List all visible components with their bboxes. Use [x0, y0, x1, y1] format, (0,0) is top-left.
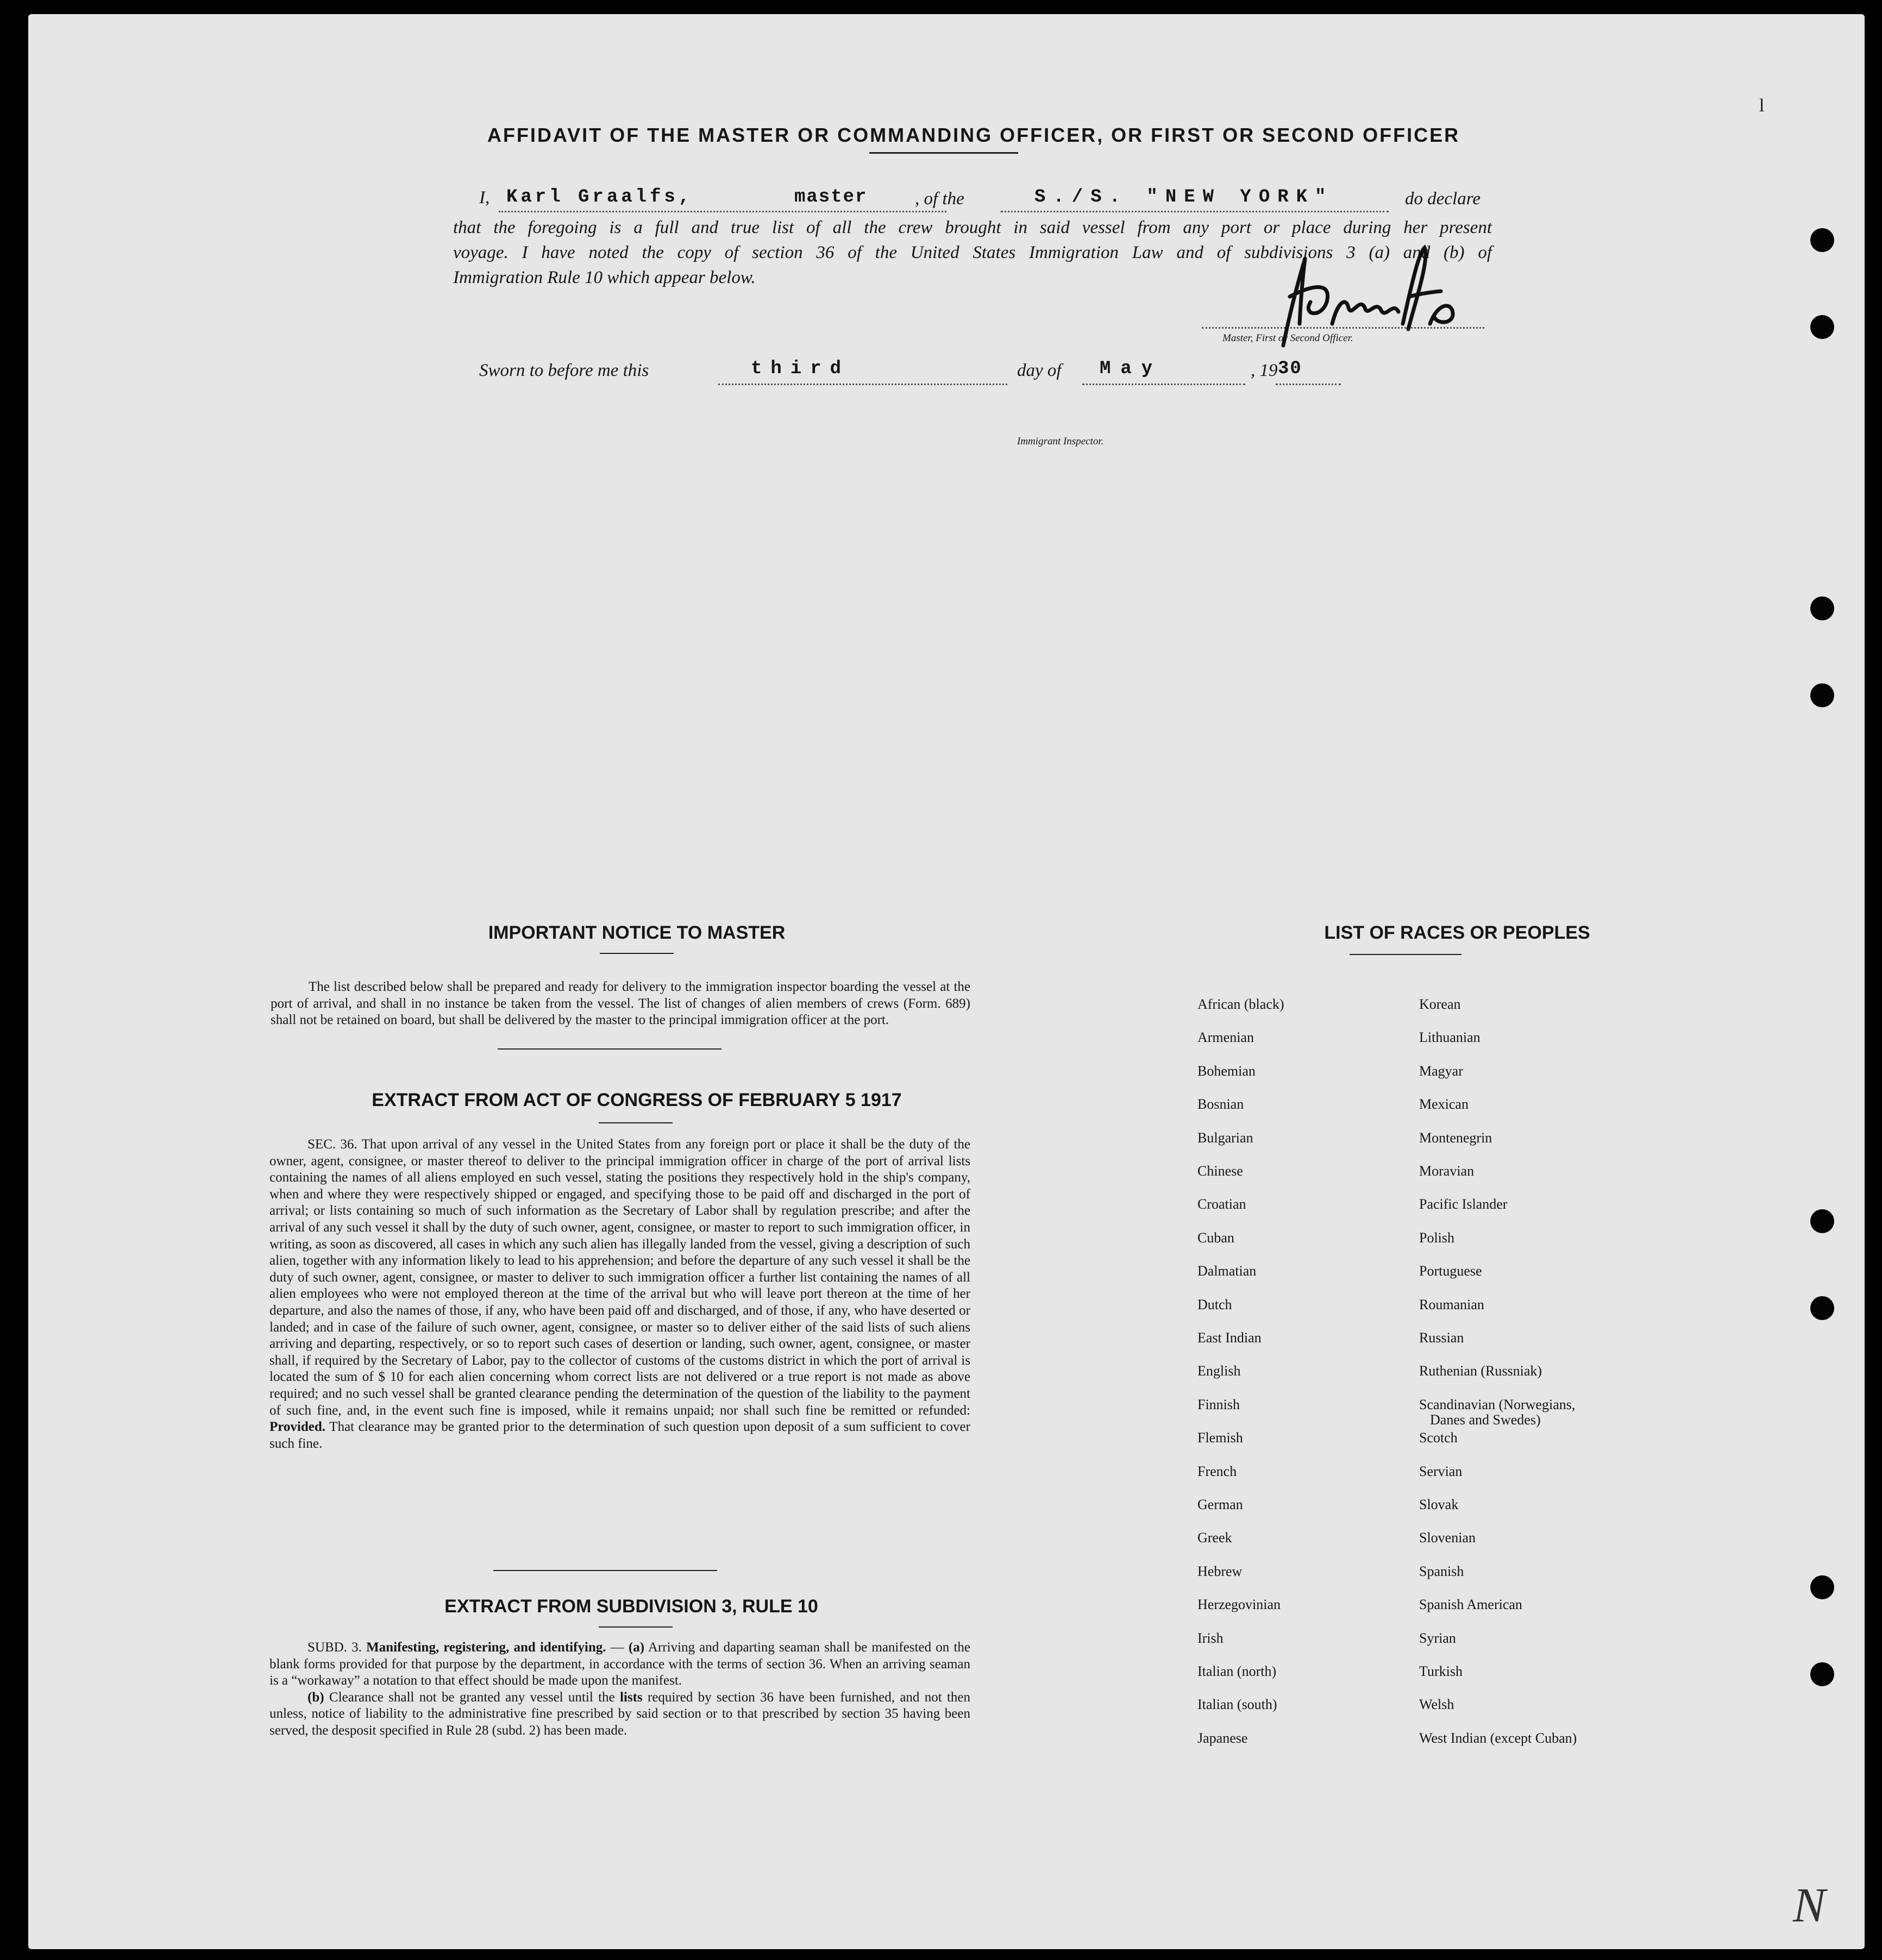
act-text: SEC. 36. That upon arrival of any vessel in the United States from any foreign port or place it shall be the duty of the owner, agent, consignee, or master thereof to deliver to the principal immigration officer in charge of the port of arrival lists containing the names of all aliens employed en such vessel, stating the positions they respectively hold in the ship's company, when and where they were respectively shipped or engaged, and specifying those to be paid off and discharged in the port of arrival; or lists containing so much of such information as the Secretary of Labor shall by regulation prescribe; and after the arrival of any such vessel it shall by the duty of such owner, agent, consignee, or master to report to such immigration officer, in writing, as soon as discovered, all cases in which any such alien has illegally landed from the vessel, giving a description of such alien, together with any information likely to lead to his apprehension; and before the departure of any such vessel it shall be the duty of such owner, agent, consignee, or master to deliver to such immigration officer a further list containing the names of all alien employees who were not employed thereon at the time of the arrival but who will leave port thereon at the time of her departure, and also the names of those, if any, who have been paid off and discharged, and of those, if any, who have deserted or landed; and in case of the failure of such owner, agent, consignee, or master so to deliver either of the said lists of such aliens arriving and departing, respectively, or so to report such cases of desertion or landing, such owner, agent, consignee, or master shall, if required by the Secretary of Labor, pay to the collector of customs of the customs district in which the port of arrival is located the sum of $ 10 for each alien concerning whom correct lists are not delivered or a true report is not made as above required; and no such vessel shall be granted clearance pending the determination of the question of the liability to the payment of such fine, and, in the event such fine is imposed, while it remains unpaid; nor shall such fine be remitted or refunded: Provided. That clearance may be granted prior to the determination of such question upon deposit of a sum sufficient to cover such fine. [269, 1137, 970, 1451]
punch-hole [1810, 1296, 1834, 1320]
race-item: Syrian [1419, 1630, 1456, 1646]
race-item: Japanese [1197, 1730, 1248, 1746]
punch-hole [1810, 1662, 1834, 1686]
race-item: Slovak [1419, 1497, 1459, 1512]
race-item: Dutch [1197, 1296, 1232, 1312]
race-item: Flemish [1197, 1430, 1243, 1446]
race-item: Herzegovinian [1197, 1597, 1281, 1613]
act-title: EXTRACT FROM ACT OF CONGRESS OF FEBRUARY 5 1917 [372, 1090, 902, 1110]
race-item: Roumanian [1419, 1296, 1484, 1312]
sworn-year: 30 [1278, 359, 1302, 379]
race-item: Portuguese [1419, 1263, 1482, 1279]
punch-hole [1810, 228, 1834, 252]
race-item: English [1197, 1363, 1241, 1379]
act-divider [493, 1570, 717, 1571]
race-item: Cuban [1197, 1229, 1234, 1246]
race-item: Italian (south) [1197, 1697, 1277, 1713]
affidavit-line-3: voyage. I have noted the copy of section 36 of the United States Immigration Law and of subdivisions 3 (a) and (b) of [453, 243, 1492, 262]
race-item: Armenian [1197, 1029, 1254, 1046]
margin-mark: N [1793, 1879, 1826, 1932]
sworn-label: Sworn to before me this [479, 361, 649, 380]
race-item: East Indian [1197, 1330, 1262, 1346]
vessel-blank [1001, 211, 1389, 212]
race-item: Croatian [1197, 1196, 1246, 1213]
race-item: Bosnian [1197, 1096, 1244, 1113]
race-item: Pacific Islander [1419, 1196, 1508, 1213]
affidavit-title: AFFIDAVIT OF THE MASTER OR COMMANDING OFFICER, OR FIRST OR SECOND OFFICER [487, 124, 1460, 146]
race-item: Spanish [1419, 1563, 1464, 1579]
punch-hole [1810, 315, 1834, 339]
race-item: Servian [1419, 1463, 1463, 1479]
race-item: Finnish [1197, 1396, 1240, 1412]
rule-underline [599, 1626, 673, 1628]
sworn-month: May [1100, 359, 1163, 379]
race-item: Chinese [1197, 1163, 1243, 1179]
race-item: Bulgarian [1197, 1129, 1253, 1146]
declare-label: do declare [1405, 189, 1480, 209]
races-title: LIST OF RACES OR PEOPLES [1324, 922, 1590, 943]
race-item: Lithuanian [1419, 1029, 1480, 1046]
punch-hole [1810, 1209, 1834, 1233]
affidavit-line-2: that the foregoing is a full and true list of all the crew brought in said vessel from any port or place during her present [453, 218, 1492, 237]
race-item: Greek [1197, 1530, 1232, 1546]
races-underline [1350, 954, 1461, 955]
race-item: Spanish American [1419, 1597, 1522, 1613]
race-item: Italian (north) [1197, 1663, 1277, 1679]
year-blank [1276, 384, 1341, 385]
punch-hole [1810, 683, 1834, 707]
race-item: Moravian [1419, 1163, 1475, 1179]
affidavit-prefix: I, [479, 188, 490, 208]
race-item: Polish [1419, 1229, 1455, 1246]
master-rank: master [794, 187, 868, 208]
day-of-label: day of [1017, 361, 1062, 380]
master-name: Karl Graalfs, [506, 187, 693, 208]
sworn-day: third [751, 359, 850, 379]
notice-divider [498, 1048, 722, 1050]
race-item: Scandinavian (Norwegians, [1419, 1396, 1576, 1412]
race-item: Dalmatian [1197, 1263, 1257, 1279]
race-item: Ruthenian (Russniak) [1419, 1363, 1542, 1379]
race-item: Slovenian [1419, 1530, 1476, 1546]
race-item: Korean [1419, 996, 1461, 1012]
rule-title: EXTRACT FROM SUBDIVISION 3, RULE 10 [444, 1596, 818, 1617]
race-item: Scotch [1419, 1430, 1458, 1446]
race-item: Montenegrin [1419, 1129, 1492, 1146]
day-blank [718, 384, 1007, 385]
margin-mark: l [1759, 96, 1765, 116]
name-blank [499, 211, 946, 212]
race-item: Magyar [1419, 1063, 1463, 1079]
document-sheet [28, 14, 1865, 1949]
race-item: Danes and Swedes) [1430, 1411, 1541, 1428]
notice-underline [600, 953, 674, 954]
race-item: Russian [1419, 1330, 1464, 1346]
race-item: Mexican [1419, 1096, 1469, 1113]
punch-hole [1810, 596, 1834, 620]
inspector-caption: Immigrant Inspector. [1017, 436, 1104, 447]
punch-hole [1810, 1575, 1834, 1599]
race-item: Hebrew [1197, 1563, 1243, 1579]
race-item: Irish [1197, 1630, 1224, 1646]
title-underline [869, 152, 1018, 154]
race-item: West Indian (except Cuban) [1419, 1730, 1577, 1746]
act-underline [599, 1122, 673, 1123]
race-item: Bohemian [1197, 1063, 1256, 1079]
race-item: Welsh [1419, 1697, 1454, 1713]
race-item: Turkish [1419, 1663, 1463, 1679]
race-item: French [1197, 1463, 1237, 1479]
vessel-name: S./S. "NEW YORK" [1034, 187, 1334, 208]
year-prefix: , 19 [1251, 361, 1278, 380]
of-the-label: , of the [915, 189, 964, 209]
notice-title: IMPORTANT NOTICE TO MASTER [488, 922, 786, 943]
race-item: African (black) [1197, 996, 1284, 1012]
month-blank [1082, 384, 1245, 385]
notice-text: The list described below shall be prepared and ready for delivery to the immigration inspector boarding the vessel at the port of arrival, and shall in no instance be taken from the vessel. The list of changes of alien members of crews (Form. 689) shall not be retained on board, but shall be delivered by the master to the principal immigration officer at the port. [271, 979, 970, 1028]
rule-text: SUBD. 3. Manifesting, registering, and identifying. — (a) Arriving and daparting seaman shall be manifested on the blank forms provided for that purpose by the department, in accordance with the terms of section 36. When an arriving seaman is a “workaway” a notation to that effect should be made upon the manifest. (b) Clearance shall not be granted any vessel until the lists required by section 36 have been furnished, and not then unless, notice of liability to the administrative fine prescribed by said section or to that prescribed by section 35 having been served, the desposit specified in Rule 28 (subd. 2) has been made. [269, 1640, 971, 1738]
race-item: German [1197, 1497, 1243, 1512]
affidavit-line-4: Immigration Rule 10 which appear below. [453, 268, 756, 287]
signature-caption: Master, First or Second Officer. [1222, 332, 1353, 344]
